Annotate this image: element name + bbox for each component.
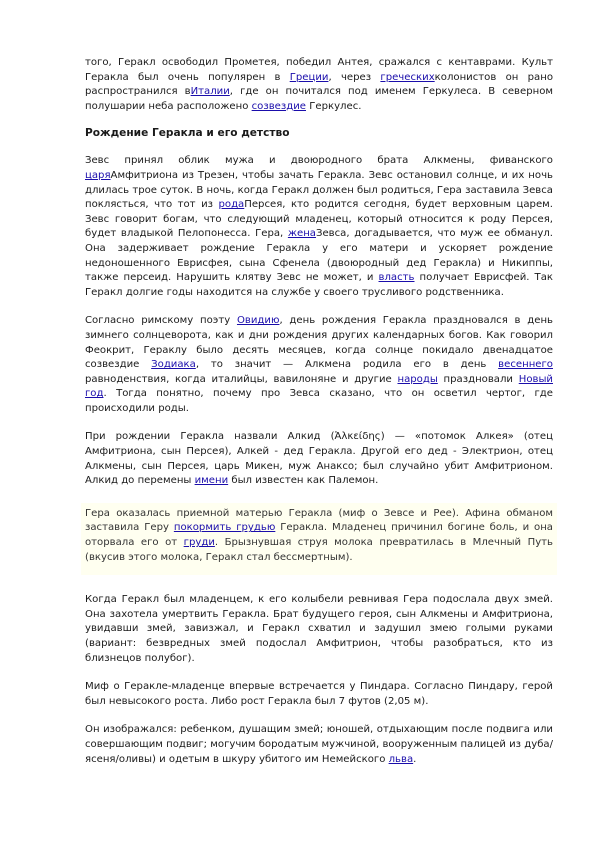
inline-link[interactable]: имени xyxy=(194,475,229,487)
paragraph-text: . Тогда понятно, почему про Зевса сказано, что он осветил чертог, где происходили роды. xyxy=(85,388,553,414)
paragraph-text: был известен как Палемон. xyxy=(228,475,379,487)
paragraph-text: Миф о Геракле-младенце впервые встречается у Пиндара. Согласно Пиндару, герой был невысокого роста. Либо рост Геракла был 7 футов (2,05 м). xyxy=(85,681,553,707)
paragraph-birth xyxy=(85,154,553,300)
inline-link[interactable]: весеннего xyxy=(498,359,553,371)
inline-link[interactable]: льва xyxy=(388,753,414,765)
paragraph-text: , где он почитался под именем Геркулеса. В северном полушарии неба расположено xyxy=(85,86,553,112)
paragraph-cult xyxy=(85,56,553,114)
inline-link[interactable]: власть xyxy=(378,272,415,284)
paragraph-text: При рождении Геракла назвали Алкид (Ἀλκείδης) — «потомок Алкея» (отец Амфитриона, сын Персея), Алкей - дед Геракла. Другой его дед - Электрион, отец Алкмены, сын Персея, царь Микен, муж Анаксо; был случайно убит Амфитрионом. Алкид до перемены xyxy=(85,431,553,487)
inline-link[interactable]: народы xyxy=(397,373,438,385)
paragraph-names xyxy=(85,430,553,488)
inline-link[interactable]: созвездие xyxy=(251,100,306,112)
inline-link[interactable]: жена xyxy=(287,228,316,240)
paragraph-text: праздновали xyxy=(437,373,519,385)
paragraph-text: Персея, кто родится сегодня, будет верховным царем. Зевс говорит богам, что следующий младенец, который относится к роду Персея, будет владыкой Пелопонесса. Гера, xyxy=(85,199,553,240)
paragraph-text: Зевс принял облик мужа и двоюродного брата Алкмены, фиванского xyxy=(85,155,553,167)
inline-link[interactable]: Овидию xyxy=(236,315,280,327)
inline-link[interactable]: рода xyxy=(218,199,245,211)
paragraph-text: Когда Геракл был младенцем, к его колыбели ревнивая Гера подослала двух змей. Она захотела умертвить Геракла. Брат будущего героя, сын Алкмены и Амфитриона, увидавши змей, завизжал, и Геракл схватил и задушил змею голыми руками (вариант: безвредных змей подослал Амфитрион, чтобы разобраться, кто из близнецов полубог). xyxy=(85,594,553,664)
paragraph-text: получает Еврисфей. Так Геракл долгие годы находится на службе у своего трусливого родственника. xyxy=(85,272,553,298)
inline-link[interactable]: греческих xyxy=(380,71,435,83)
paragraph-snakes xyxy=(85,593,553,666)
inline-link[interactable]: Италии xyxy=(190,86,230,98)
inline-link[interactable]: Греции xyxy=(289,71,329,83)
paragraph-text: Геркулес. xyxy=(306,100,362,112)
paragraph-text: Гера оказалась приемной матерью Геракла (миф о Зевсе и Рее). Афина обманом заставила Геру xyxy=(85,507,553,534)
paragraph-text: Зевса, догадывается, что муж ее обманул. Она задерживает рождение Геракла у его матери и ускоряет рождение недоношенного Еврисфея, сына Сфенела (двоюродный дед Геракла) и Никиппы, также персеид. Нарушить клятву Зевс не может, и xyxy=(85,228,553,284)
inline-link[interactable]: Новый год xyxy=(85,373,553,400)
inline-link[interactable]: покормить грудью xyxy=(173,522,276,534)
note-text xyxy=(85,507,553,565)
paragraph-text: равноденствия, когда италийцы, вавилоняне и другие xyxy=(85,373,398,385)
inline-link[interactable]: Зодиака xyxy=(151,359,196,371)
document-page xyxy=(85,56,553,767)
paragraph-text: , день рождения Геракла праздновался в день зимнего солнцеворота, как и дни рождения других календарных богов. Как говорил Феокрит, Гераклу было десять месяцев, когда солнце покидало двенадцатое созвездие xyxy=(85,315,553,371)
section-heading: Рождение Геракла и его детство xyxy=(85,127,290,140)
paragraph-ovid xyxy=(85,314,553,416)
paragraph-text: колонистов он рано распространился в xyxy=(85,71,553,98)
paragraph-text: Он изображался: ребенком, душащим змей; юношей, отдыхающим после подвига или совершающим подвиг; могучим бородатым мужчиной, вооруженным палицей из дуба/ясеня/оливы) и одетым в шкуру убитого им Немейского xyxy=(85,724,553,765)
paragraph-text: . Брызнувшая струя молока превратилась в Млечный Путь (вкусив этого молока, Геракл стал бессмертным). xyxy=(85,537,553,563)
paragraph-text: . xyxy=(413,753,417,765)
paragraph-pindar xyxy=(85,680,553,709)
paragraph-text: Геракла. Младенец причинил богине боль, и она оторвала его от xyxy=(85,522,553,549)
paragraph-text: Амфитриона из Трезен, чтобы зачать Геракла. Зевс остановил солнце, и их ночь длилась трое суток. В ночь, когда Геракл должен был родиться, Гера заставила Зевса поклясться, что тот из xyxy=(85,169,553,211)
milky-way-note xyxy=(81,503,557,575)
paragraph-text: того, Геракл освободил Прометея, победил Антея, сражался с кентаврами. Культ Геракла был очень популярен в xyxy=(85,57,553,83)
paragraph-text: Согласно римскому поэту xyxy=(85,315,237,327)
paragraph-text: , то значит — Алкмена родила его в день xyxy=(195,359,499,371)
paragraph-text: , через xyxy=(328,71,381,83)
inline-link[interactable]: груди xyxy=(183,537,215,549)
inline-link[interactable]: царя xyxy=(85,169,111,181)
paragraph-depictions xyxy=(85,723,553,767)
